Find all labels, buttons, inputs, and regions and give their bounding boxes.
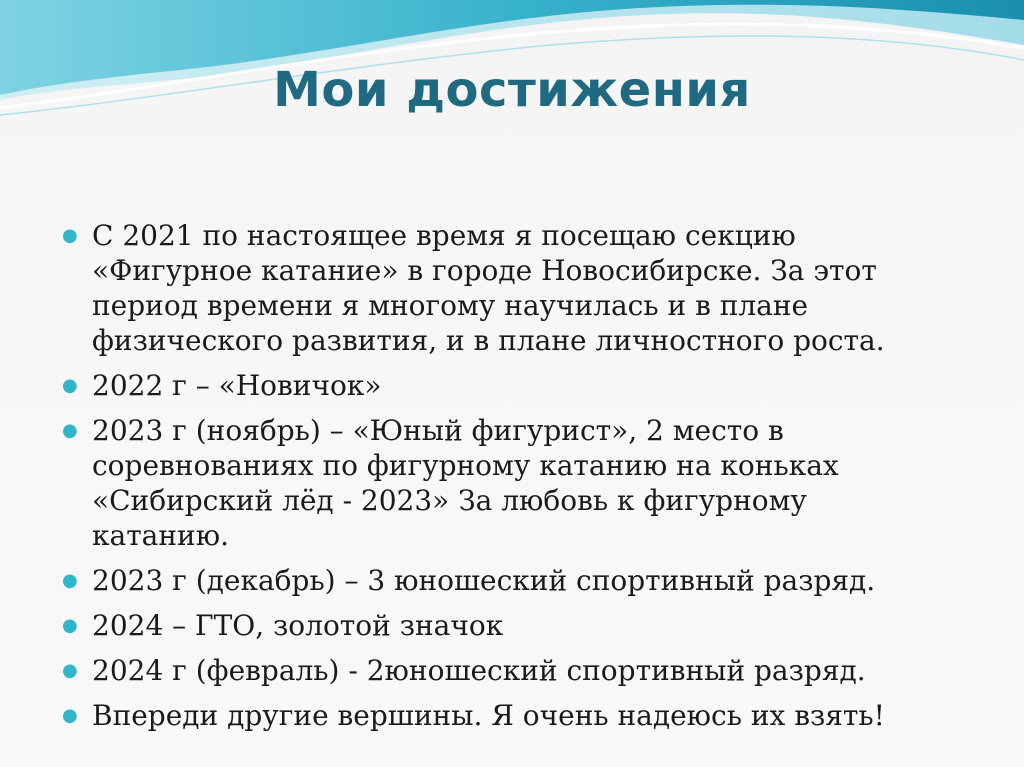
list-item-text: 2024 – ГТО, золотой значок	[92, 609, 504, 642]
bullet-icon: ●	[62, 615, 78, 636]
bullet-icon: ●	[62, 225, 78, 246]
list-item-text: 2022 г – «Новичок»	[92, 369, 382, 402]
list-item	[62, 368, 952, 403]
list-item	[62, 563, 952, 598]
list-item	[62, 608, 952, 643]
bullet-icon: ●	[62, 375, 78, 396]
list-item-text: 2023 г (декабрь) – 3 юношеский спортивный разряд.	[92, 564, 876, 597]
list-item	[62, 698, 952, 733]
achievements-list	[62, 218, 952, 743]
list-item	[62, 653, 952, 688]
slide-title: Мои достижения	[273, 62, 751, 118]
list-item	[62, 413, 952, 553]
bullet-icon: ●	[62, 705, 78, 726]
bullet-icon: ●	[62, 660, 78, 681]
list-item-text: 2024 г (февраль) - 2юношеский спортивный разряд.	[92, 654, 866, 687]
bullet-icon: ●	[62, 570, 78, 591]
bullet-icon: ●	[62, 420, 78, 441]
list-item	[62, 218, 952, 358]
list-item-text: Впереди другие вершины. Я очень надеюсь их взять!	[92, 699, 885, 732]
list-item-text: С 2021 по настоящее время я посещаю секцию «Фигурное катание» в городе Новосибирске. За этот период времени я многому научилась и в плане физического развития, и в плане личностного роста.	[92, 219, 885, 357]
list-item-text: 2023 г (ноябрь) – «Юный фигурист», 2 место в соревнованиях по фигурному катанию на коньках «Сибирский лёд - 2023» За любовь к фигурному катанию.	[92, 414, 839, 552]
